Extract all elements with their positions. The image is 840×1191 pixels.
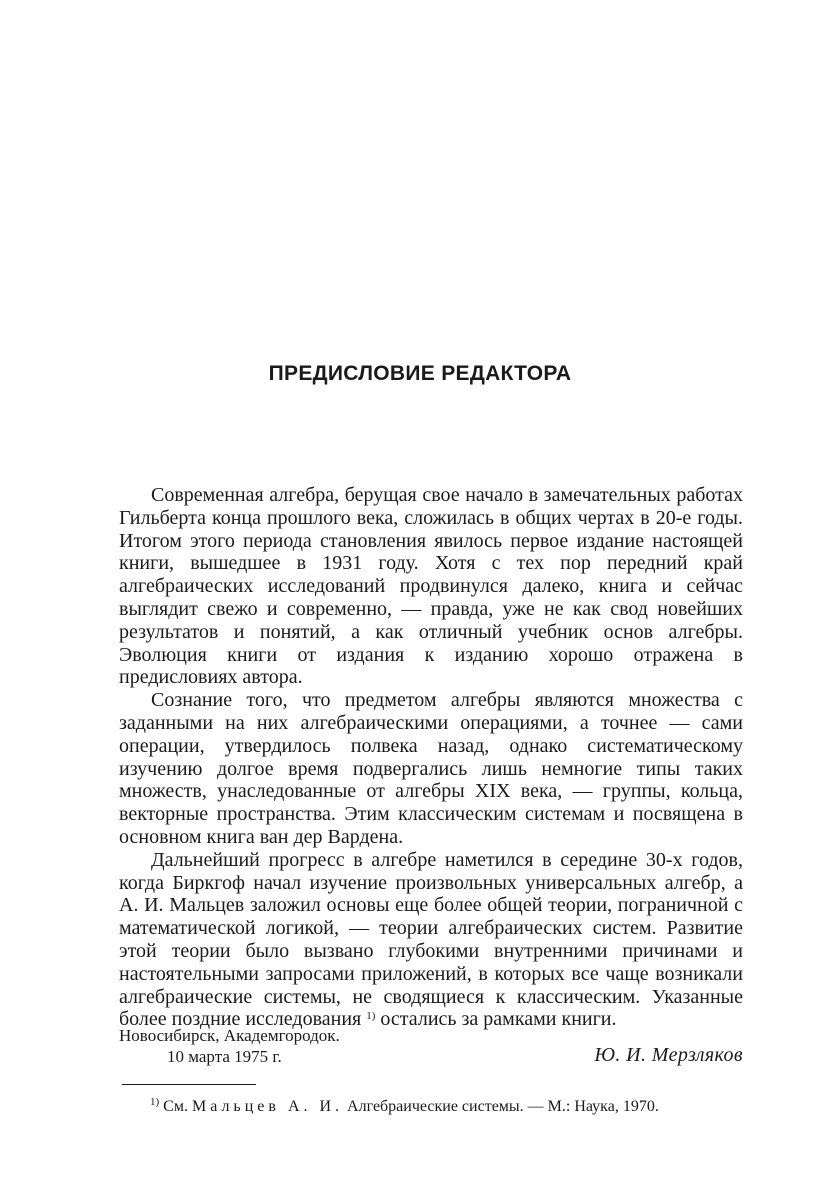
footnote-prefix: См. (159, 1098, 192, 1115)
footnote-citation: Алгебраические системы. — М.: Наука, 1970. (343, 1098, 659, 1115)
footnote-author: Мальцев А. И. (191, 1098, 344, 1115)
paragraph-3-tail: остались за рамками книги. (375, 1008, 617, 1031)
footnote-mark: 1) (150, 1096, 160, 1108)
footnote (150, 1098, 659, 1116)
preface-body (119, 484, 743, 1031)
page-title: ПРЕДИСЛОВИЕ РЕДАКТОРА (268, 362, 572, 385)
signature-author: Ю. И. Мерзляков (594, 1044, 743, 1066)
footnote-divider (122, 1084, 256, 1085)
paragraph-2: Сознание того, что предметом алгебры являются множества с заданными на них алгебраическими операциями, а точнее — сами операции, утвердилось полвека назад, однако систематическому изучению долгое время подвергались лишь немногие типы таких множеств, унаследованные от алгебры XIX века, — группы, кольца, векторные пространства. Этим классическим системам и посвящена в основном книга ван дер Вардена. (119, 689, 743, 848)
paragraph-3-text: Дальнейший прогресс в алгебре наметился в середине 30-х годов, когда Биркгоф начал изучение произвольных универсальных алгебр, а А. И. Мальцев заложил основы еще более общей теории, пограничной с математической логикой, — теории алгебраических систем. Развитие этой теории было вызвано глубокими внутренними причинами и настоятельными запросами приложений, в которых все чаще возникали алгебраические системы, не сводящиеся к классическим. Указанные более поздние исследования (119, 848, 743, 1031)
signature-block (119, 1026, 743, 1074)
signature-place: Новосибирск, Академгородок. (119, 1026, 340, 1045)
paragraph-3 (119, 849, 743, 1031)
signature-date: 10 марта 1975 г. (167, 1047, 282, 1066)
paragraph-1: Современная алгебра, берущая свое начало в замечательных работах Гильберта конца прошлого века, сложилась в общих чертах в 20-е годы. Итогом этого периода становления явилось первое издание настоящей книги, вышедшее в 1931 году. Хотя с тех пор передний край алгебраических исследований продвинулся далеко, книга и сейчас выглядит свежо и современно, — правда, уже не как свод новейших результатов и понятий, а как отличный учебник основ алгебры. Эволюция книги от издания к изданию хорошо отражена в предисловиях автора. (119, 484, 743, 689)
footnote-reference[interactable]: 1) (366, 1010, 376, 1023)
